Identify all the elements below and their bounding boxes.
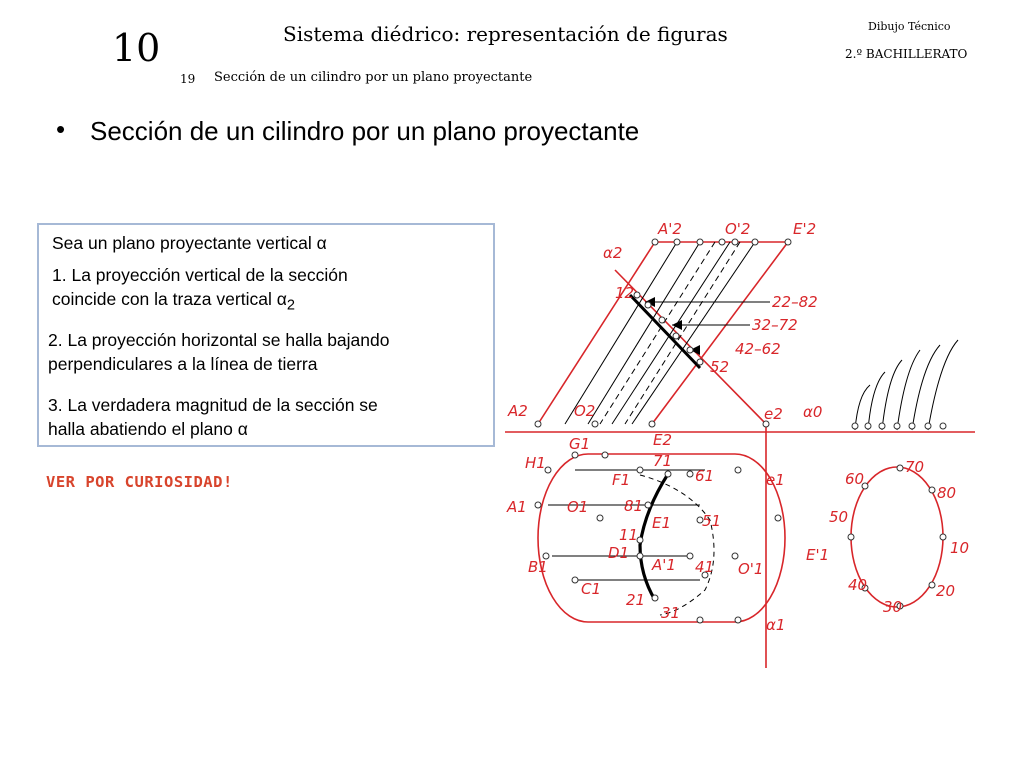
point-marker xyxy=(852,423,858,429)
point-marker xyxy=(645,502,651,508)
point-marker xyxy=(735,617,741,623)
info-step-3 xyxy=(48,393,378,441)
label-3-0: 30 xyxy=(883,598,903,616)
point-marker xyxy=(673,333,679,339)
point-marker xyxy=(535,502,541,508)
section-curve xyxy=(640,474,668,600)
info-box xyxy=(37,223,495,447)
label-1-1: 11 xyxy=(619,526,639,544)
header-title: Sistema diédrico: representación de figuras xyxy=(283,22,728,46)
generatrix-dashed-2 xyxy=(625,242,740,424)
generatrix-left xyxy=(538,242,655,424)
label-b1: B1 xyxy=(528,558,548,576)
arc-6 xyxy=(928,340,958,430)
point-marker xyxy=(535,421,541,427)
label-a1: A1 xyxy=(507,498,527,516)
point-marker xyxy=(697,359,703,365)
label-5-0: 50 xyxy=(829,508,849,526)
label-4-6: 42–62 xyxy=(735,340,781,358)
info-step-1-line-2-text: coincide con la traza vertical α xyxy=(52,289,287,309)
label-e1-mid: E1 xyxy=(652,514,672,532)
point-marker xyxy=(637,553,643,559)
label-7-1: 71 xyxy=(653,452,673,470)
point-marker xyxy=(687,553,693,559)
label-1-2: 12 xyxy=(615,284,635,302)
point-marker xyxy=(719,239,725,245)
point-marker xyxy=(649,421,655,427)
point-marker xyxy=(879,423,885,429)
info-step-2-line-1: 2. La proyección horizontal se halla bajando xyxy=(48,330,390,350)
point-marker xyxy=(848,534,854,540)
info-step-2-line-2: perpendiculares a la línea de tierra xyxy=(48,354,318,374)
label-a1-prime: A'1 xyxy=(652,556,676,574)
point-marker xyxy=(940,534,946,540)
generatrix-black-2 xyxy=(588,242,700,424)
label-e1-prime: E'1 xyxy=(806,546,830,564)
section-vertical xyxy=(630,295,700,368)
label-f1: F1 xyxy=(612,471,631,489)
point-marker xyxy=(697,239,703,245)
label-o1-prime: O'1 xyxy=(738,560,764,578)
label-2-1: 21 xyxy=(626,591,646,609)
header-course: 2.º BACHILLERATO xyxy=(845,47,968,61)
info-step-1-line-2 xyxy=(52,287,348,318)
label-8-1: 81 xyxy=(624,497,644,515)
point-marker xyxy=(652,595,658,601)
info-step-1-subscript: 2 xyxy=(286,297,295,314)
label-8-0: 80 xyxy=(937,484,957,502)
point-marker xyxy=(732,553,738,559)
label-d1: D1 xyxy=(608,544,630,562)
label-e1: e1 xyxy=(766,471,785,489)
label-a2: A2 xyxy=(508,402,528,420)
point-marker xyxy=(687,471,693,477)
label-2-0: 20 xyxy=(936,582,956,600)
label-4-1: 41 xyxy=(695,558,715,576)
point-marker xyxy=(659,317,665,323)
curiosity-link[interactable]: VER POR CURIOSIDAD! xyxy=(46,473,233,491)
point-marker xyxy=(687,347,693,353)
label-6-0: 60 xyxy=(845,470,865,488)
point-marker xyxy=(897,465,903,471)
point-marker xyxy=(785,239,791,245)
lesson-title: Sección de un cilindro por un plano proyectante xyxy=(214,70,533,85)
point-marker xyxy=(572,577,578,583)
unit-number: 10 xyxy=(112,26,161,70)
point-marker xyxy=(602,452,608,458)
label-h1: H1 xyxy=(525,454,546,472)
label-c1: C1 xyxy=(581,580,602,598)
label-6-1: 61 xyxy=(695,467,715,485)
info-step-3-line-1: 3. La verdadera magnitud de la sección se xyxy=(48,395,378,415)
label-4-0: 40 xyxy=(848,576,868,594)
label-o2-prime: O'2 xyxy=(725,220,751,238)
generatrix-black-4 xyxy=(632,242,755,424)
generatrix-dashed xyxy=(600,242,715,424)
label-3-7: 32–72 xyxy=(752,316,798,334)
info-intro: Sea un plano proyectante vertical α xyxy=(52,233,327,253)
info-step-1-line-1: 1. La proyección vertical de la sección xyxy=(52,265,348,285)
label-o2: O2 xyxy=(574,402,596,420)
point-marker xyxy=(665,471,671,477)
point-marker xyxy=(735,467,741,473)
label-o1: O1 xyxy=(567,498,589,516)
point-marker xyxy=(697,617,703,623)
point-marker xyxy=(545,467,551,473)
label-3-1: 31 xyxy=(661,604,681,622)
point-marker xyxy=(652,239,658,245)
header-subject: Dibujo Técnico xyxy=(868,20,951,33)
cylinder-horizontal-outline xyxy=(538,454,785,622)
label-5-2: 52 xyxy=(710,358,730,376)
label-e2: e2 xyxy=(764,405,783,423)
point-marker xyxy=(894,423,900,429)
point-marker xyxy=(752,239,758,245)
label-e2-prime: E'2 xyxy=(793,220,817,238)
point-marker xyxy=(940,423,946,429)
label-a2-prime: A'2 xyxy=(658,220,682,238)
point-marker xyxy=(674,239,680,245)
point-marker xyxy=(637,467,643,473)
point-marker xyxy=(634,292,640,298)
info-step-2 xyxy=(48,328,389,376)
arrow-markers xyxy=(645,297,700,355)
point-marker xyxy=(592,421,598,427)
label-1-0: 10 xyxy=(950,539,970,557)
info-step-1 xyxy=(52,263,348,318)
point-marker xyxy=(925,423,931,429)
lesson-number: 19 xyxy=(180,72,196,86)
label-5-1: 51 xyxy=(702,512,722,530)
bullet-marker: • xyxy=(56,114,66,144)
info-step-3-line-2: halla abatiendo el plano α xyxy=(48,419,248,439)
point-marker xyxy=(909,423,915,429)
generatrix-black-1 xyxy=(565,242,677,424)
point-marker xyxy=(929,582,935,588)
label-e2-lower: E2 xyxy=(653,431,673,449)
label-alpha0: α0 xyxy=(803,403,823,421)
point-marker xyxy=(929,487,935,493)
label-g1: G1 xyxy=(569,435,591,453)
label-2-8: 22–82 xyxy=(772,293,818,311)
slide-heading: Sección de un cilindro por un plano proyectante xyxy=(90,116,640,146)
arc-2 xyxy=(868,372,885,430)
point-marker xyxy=(732,239,738,245)
point-marker xyxy=(775,515,781,521)
point-marker xyxy=(645,302,651,308)
generatrix-black-3 xyxy=(612,242,730,424)
point-marker xyxy=(865,423,871,429)
label-alpha1: α1 xyxy=(766,616,786,634)
point-marker xyxy=(597,515,603,521)
label-alpha2: α2 xyxy=(603,244,623,262)
label-7-0: 70 xyxy=(905,458,925,476)
arc-5 xyxy=(912,345,940,430)
